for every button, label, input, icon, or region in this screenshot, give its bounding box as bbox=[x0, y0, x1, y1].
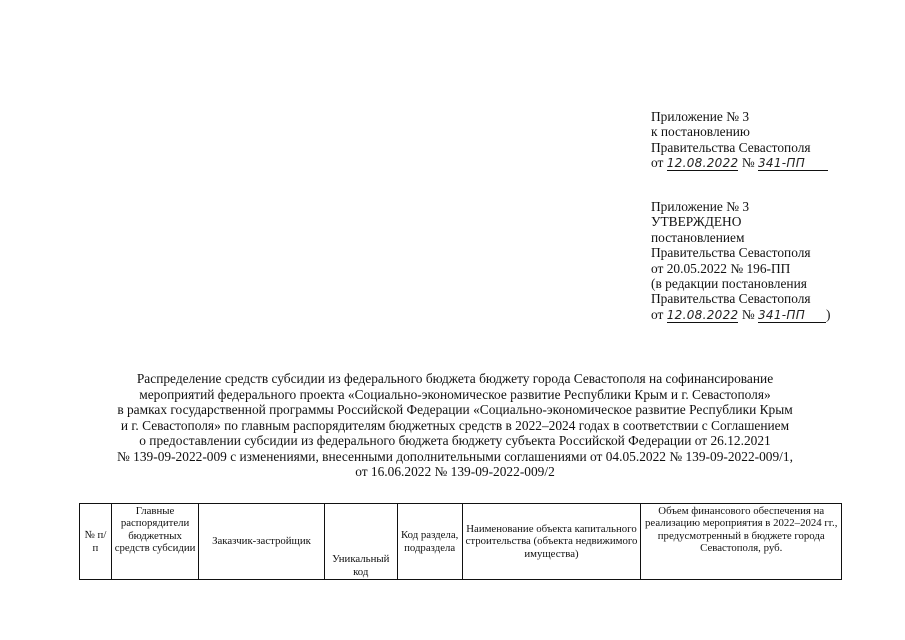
handwritten-date-field bbox=[667, 156, 739, 171]
appendix-line: от 20.05.2022 № 196-ПП bbox=[651, 260, 791, 276]
title-line: в рамках государственной программы Российской Федерации «Социально-экономическое развитие Республики Крым bbox=[117, 402, 793, 417]
appendix-line: к постановлению bbox=[651, 124, 750, 140]
title-line: от 16.06.2022 № 139-09-2022-009/2 bbox=[355, 464, 555, 479]
number-prefix: № bbox=[741, 155, 755, 171]
number-prefix: № bbox=[741, 306, 755, 322]
title-line: № 139-09-2022-009 с изменениями, внесенными дополнительными соглашениями от 04.05.2022 № 139-09-2022-009/1, bbox=[117, 448, 793, 464]
appendix-line: постановлением bbox=[651, 229, 745, 245]
handwritten-number-field bbox=[758, 308, 826, 323]
handwritten-date-field bbox=[667, 308, 739, 323]
date-prefix: от bbox=[651, 155, 664, 171]
appendix-line: Приложение № 3 bbox=[651, 199, 750, 214]
appendix-date-line bbox=[651, 155, 891, 171]
title-line: о предоставлении субсидии из федерального бюджета бюджету субъекта Российской Федерации от 26.12.2021 bbox=[139, 433, 771, 448]
appendix-line: Правительства Севастополя bbox=[651, 245, 811, 261]
appendix-line: УТВЕРЖДЕНО bbox=[651, 214, 742, 230]
appendix-current bbox=[651, 109, 891, 171]
table-header-row bbox=[80, 504, 842, 580]
col-header-section-code: Код раздела, подраздела bbox=[397, 504, 462, 580]
title-line: мероприятий федерального проекта «Социально-экономическое развитие Республики Крым и г. Севастополя» bbox=[139, 386, 771, 402]
date-prefix: от bbox=[651, 306, 664, 322]
col-header-number: № п/п bbox=[80, 504, 112, 580]
handwritten-date: 12.08.2022 bbox=[666, 156, 739, 171]
col-header-unique-code: Уникальный код bbox=[324, 504, 397, 580]
title-line: Распределение средств субсидии из федерального бюджета бюджету города Севастополя на софинансирование bbox=[136, 371, 774, 386]
col-header-object-name: Наименование объекта капитального строительства (объекта недвижимого имущества) bbox=[462, 504, 641, 580]
handwritten-number: 341-ПП bbox=[757, 307, 806, 322]
appendix-line: Приложение № 3 bbox=[651, 109, 750, 124]
col-header-customer: Заказчик-застройщик bbox=[199, 504, 324, 580]
appendix-line: Правительства Севастополя bbox=[651, 139, 811, 155]
handwritten-number: 341-ПП bbox=[757, 156, 806, 171]
col-header-distributors: Главные распорядители бюджетных средств субсидии bbox=[111, 504, 198, 580]
closing-parenthesis: ) bbox=[825, 306, 831, 322]
appendix-date-line bbox=[651, 307, 891, 323]
distribution-table bbox=[79, 503, 842, 580]
appendix-line: (в редакции постановления bbox=[651, 276, 807, 292]
handwritten-number-field bbox=[758, 156, 828, 171]
document-title bbox=[60, 371, 850, 480]
appendix-line: Правительства Севастополя bbox=[651, 291, 811, 307]
handwritten-date: 12.08.2022 bbox=[666, 307, 739, 322]
appendix-previous bbox=[651, 199, 891, 323]
col-header-funding: Объем финансового обеспечения на реализацию мероприятия в 2022–2024 гг., предусмотренный в бюджете города Севастополя, руб. bbox=[641, 504, 842, 580]
title-line: и г. Севастополя» по главным распорядителям бюджетных средств в 2022–2024 годах в соответствии с Соглашением bbox=[120, 417, 790, 433]
